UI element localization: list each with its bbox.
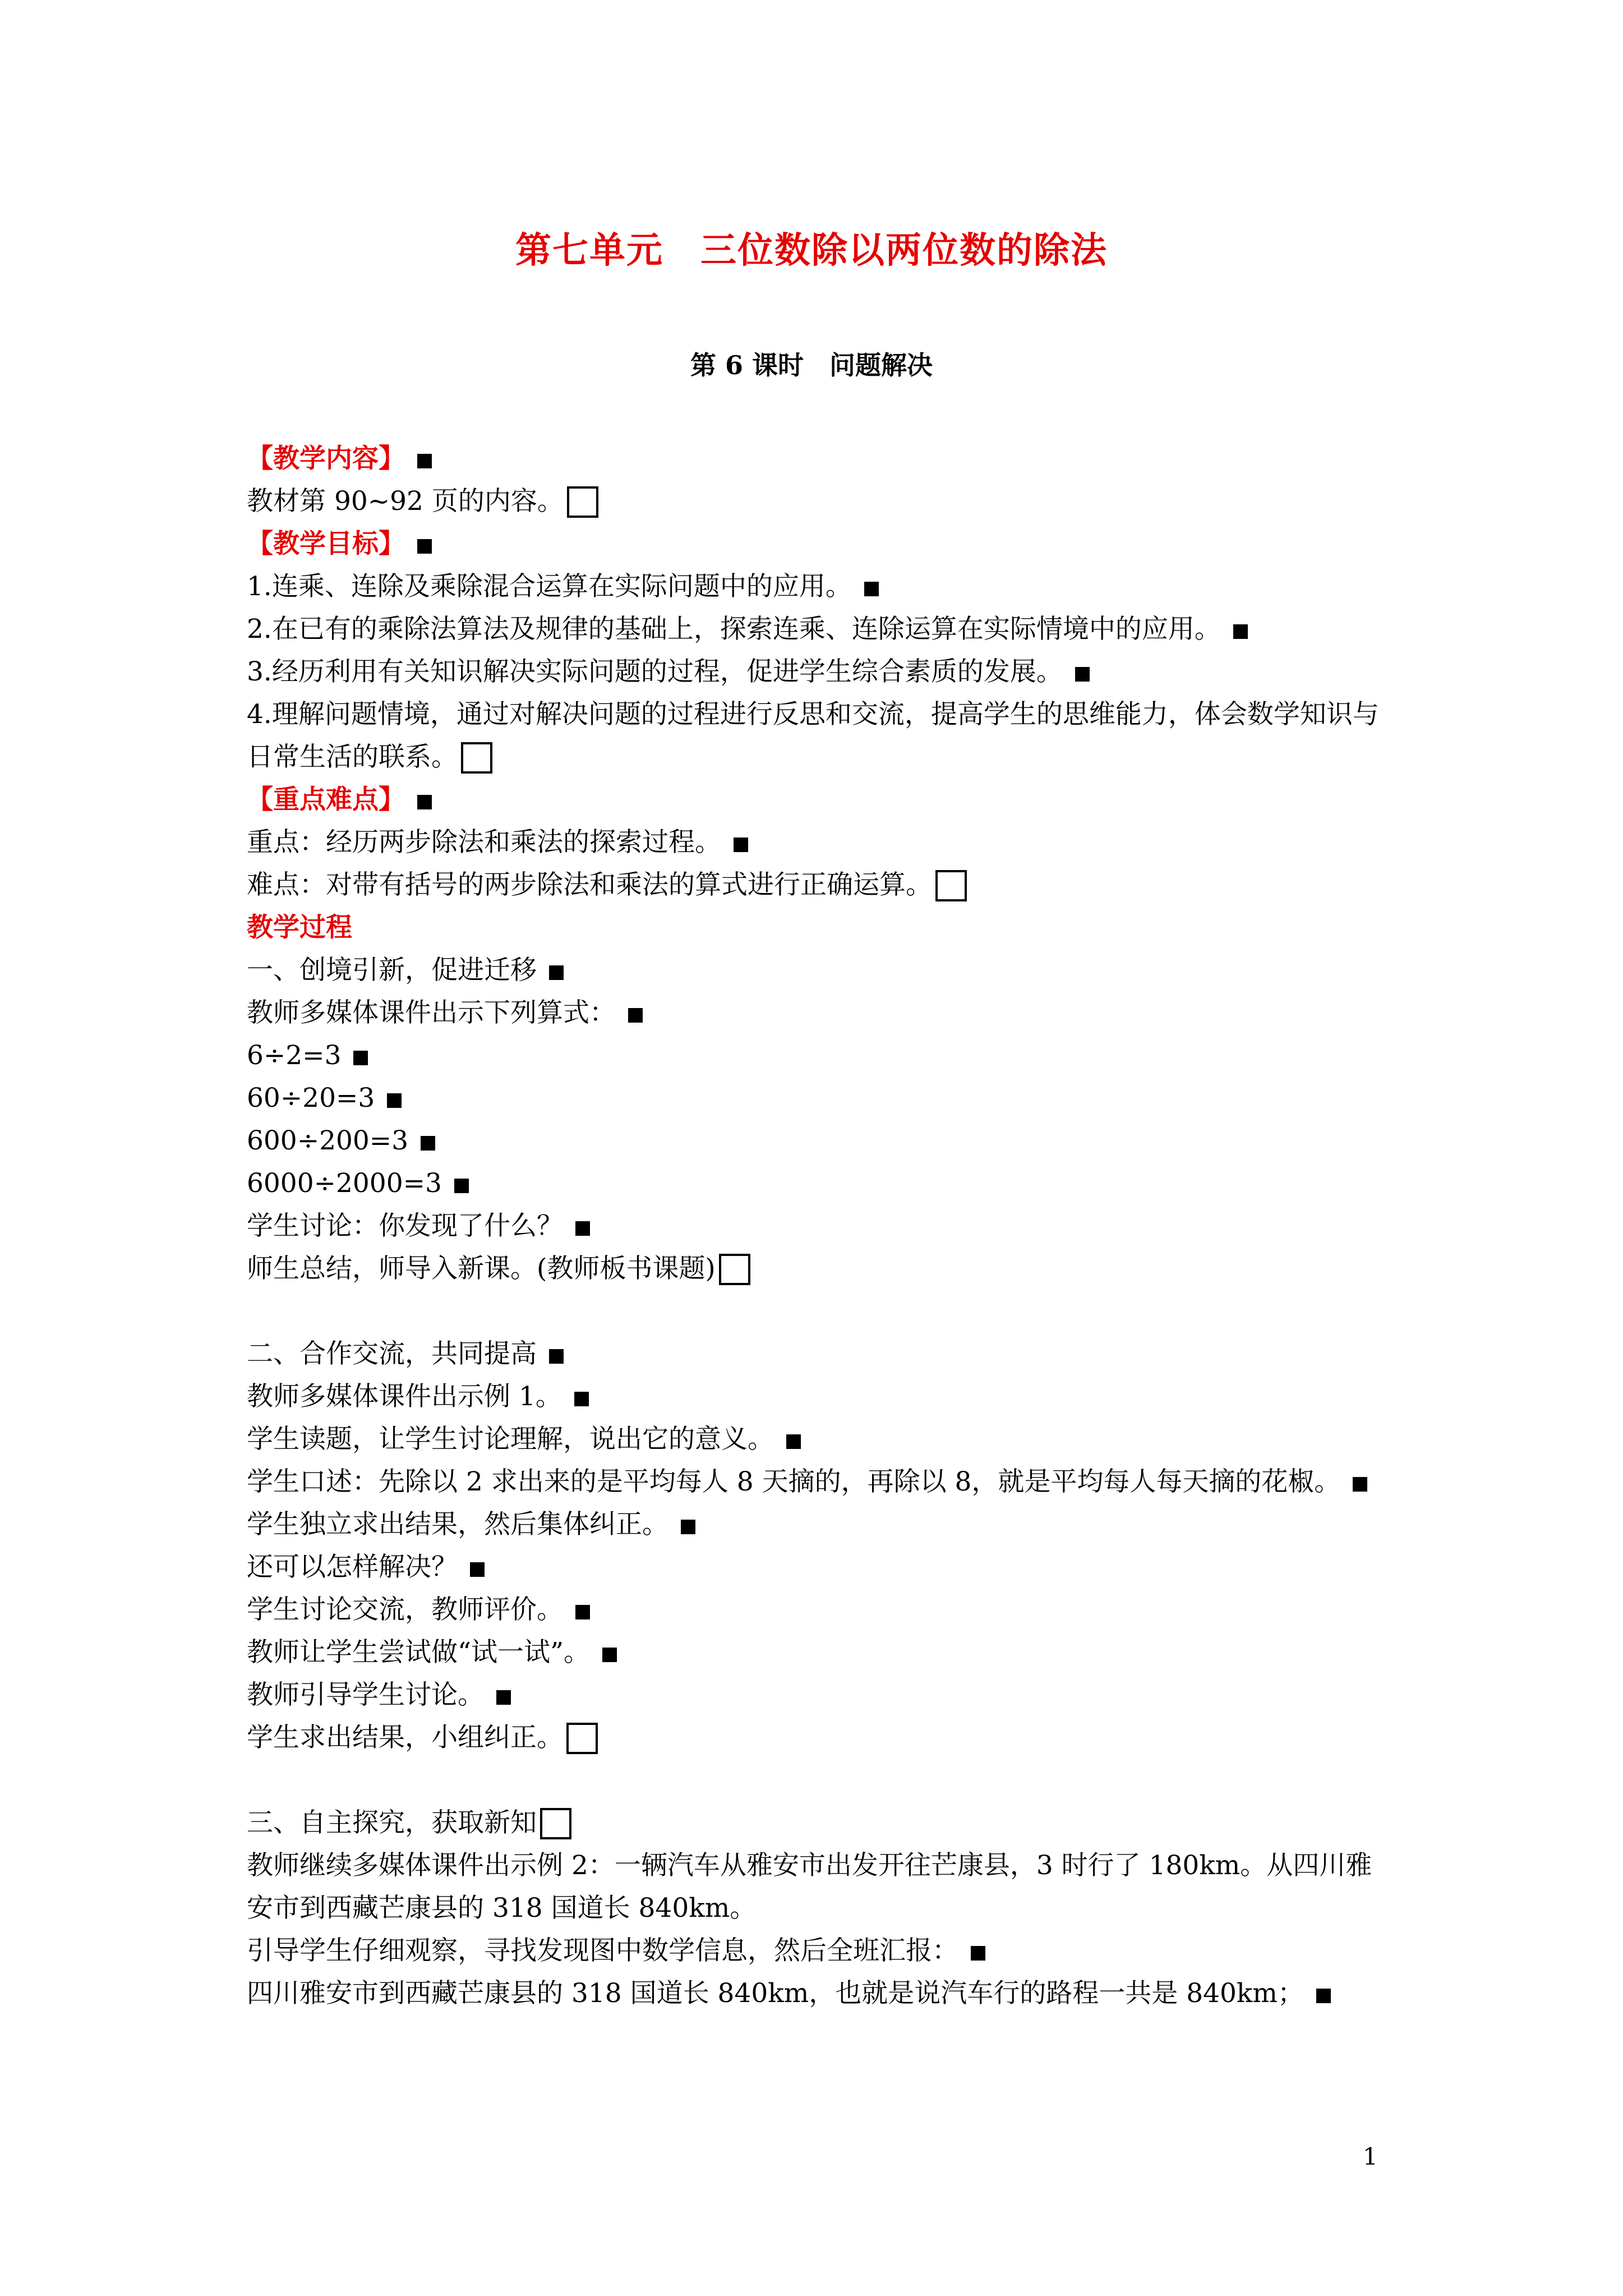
square-marker-icon (353, 1051, 368, 1065)
paragraph: 难点：对带有括号的两步除法和乘法的算式进行正确运算。 (247, 864, 1396, 907)
empty-box-icon (567, 486, 598, 518)
paragraph: 教师多媒体课件出示例 1。 (247, 1375, 1396, 1418)
subsection-heading: 三、自主探究，获取新知 (247, 1802, 1396, 1844)
equation: 600÷200=3 (247, 1120, 1396, 1162)
paragraph: 教师引导学生讨论。 (247, 1674, 1396, 1717)
paragraph: 教师多媒体课件出示下列算式： (247, 992, 1396, 1034)
page-number: 1 (1363, 2143, 1378, 2170)
empty-box-icon (719, 1254, 750, 1285)
equation: 6÷2=3 (247, 1034, 1396, 1077)
spacer (247, 1290, 1396, 1333)
section-heading-key-points: 【重点难点】 (247, 779, 1396, 821)
square-marker-icon (549, 965, 564, 980)
document-body (247, 438, 1396, 2015)
paragraph: 1.连乘、连除及乘除混合运算在实际问题中的应用。 (247, 565, 1396, 608)
section-heading-objectives: 【教学目标】 (247, 523, 1396, 565)
paragraph: 学生口述：先除以 2 求出来的是平均每人 8 天摘的，再除以 8，就是平均每人每天摘的花椒。 (247, 1461, 1396, 1503)
square-marker-icon (496, 1690, 511, 1705)
square-marker-icon (417, 539, 432, 554)
square-marker-icon (628, 1008, 643, 1023)
paragraph: 四川雅安市到西藏芒康县的 318 国道长 840km，也就是说汽车行的路程一共是 840km； (247, 1972, 1396, 2015)
lesson-subtitle: 第 6 课时 问题解决 (690, 350, 933, 380)
paragraph: 3.经历利用有关知识解决实际问题的过程，促进学生综合素质的发展。 (247, 651, 1396, 693)
paragraph: 教师继续多媒体课件出示例 2：一辆汽车从雅安市出发开往芒康县，3 时行了 180km。从四川雅安市到西藏芒康县的 318 国道长 840km。 (247, 1850, 1372, 1924)
paragraph: 学生读题，让学生讨论理解，说出它的意义。 (247, 1418, 1396, 1461)
subsection-heading: 二、合作交流，共同提高 (247, 1333, 1396, 1375)
square-marker-icon (1353, 1477, 1367, 1492)
paragraph: 学生独立求出结果，然后集体纠正。 (247, 1503, 1396, 1546)
empty-box-icon (566, 1723, 598, 1754)
paragraph: 还可以怎样解决？ (247, 1546, 1396, 1589)
square-marker-icon (602, 1648, 617, 1662)
square-marker-icon (417, 454, 432, 468)
square-marker-icon (734, 838, 748, 852)
section-heading-content: 【教学内容】 (247, 438, 1396, 480)
equation: 60÷20=3 (247, 1077, 1396, 1120)
empty-box-icon (461, 742, 492, 774)
square-marker-icon (421, 1136, 435, 1151)
square-marker-icon (864, 582, 879, 596)
section-heading-process: 教学过程 (247, 912, 352, 943)
square-marker-icon (681, 1520, 695, 1534)
paragraph: 重点：经历两步除法和乘法的探索过程。 (247, 821, 1396, 864)
paragraph: 教材第 90~92 页的内容。 (247, 480, 1396, 523)
paragraph: 教师让学生尝试做“试一试”。 (247, 1631, 1396, 1674)
paragraph: 2.在已有的乘除法算法及规律的基础上，探索连乘、连除运算在实际情境中的应用。 (247, 608, 1396, 651)
square-marker-icon (1316, 1989, 1331, 2003)
paragraph: 学生讨论交流，教师评价。 (247, 1589, 1396, 1631)
square-marker-icon (549, 1349, 564, 1364)
paragraph: 师生总结，师导入新课。(教师板书课题) (247, 1248, 1396, 1290)
square-marker-icon (417, 795, 432, 809)
equation: 6000÷2000=3 (247, 1162, 1396, 1205)
square-marker-icon (971, 1946, 985, 1961)
paragraph: 学生讨论：你发现了什么？ (247, 1205, 1396, 1248)
square-marker-icon (575, 1605, 590, 1619)
square-marker-icon (1075, 667, 1090, 682)
empty-box-icon (540, 1808, 571, 1839)
square-marker-icon (1233, 624, 1248, 639)
paragraph: 4.理解问题情境，通过对解决问题的过程进行反思和交流，提高学生的思维能力，体会数学知识与日常生活的联系。 (247, 699, 1379, 772)
square-marker-icon (786, 1434, 801, 1449)
square-marker-icon (470, 1562, 485, 1577)
square-marker-icon (454, 1179, 469, 1193)
subsection-heading: 一、创境引新，促进迁移 (247, 949, 1396, 992)
spacer (247, 1759, 1396, 1802)
paragraph: 引导学生仔细观察，寻找发现图中数学信息，然后全班汇报： (247, 1930, 1396, 1972)
square-marker-icon (574, 1392, 589, 1406)
square-marker-icon (387, 1093, 402, 1108)
paragraph: 学生求出结果，小组纠正。 (247, 1717, 1396, 1759)
empty-box-icon (935, 870, 967, 901)
square-marker-icon (575, 1221, 590, 1236)
unit-title: 第七单元 三位数除以两位数的除法 (515, 229, 1108, 272)
